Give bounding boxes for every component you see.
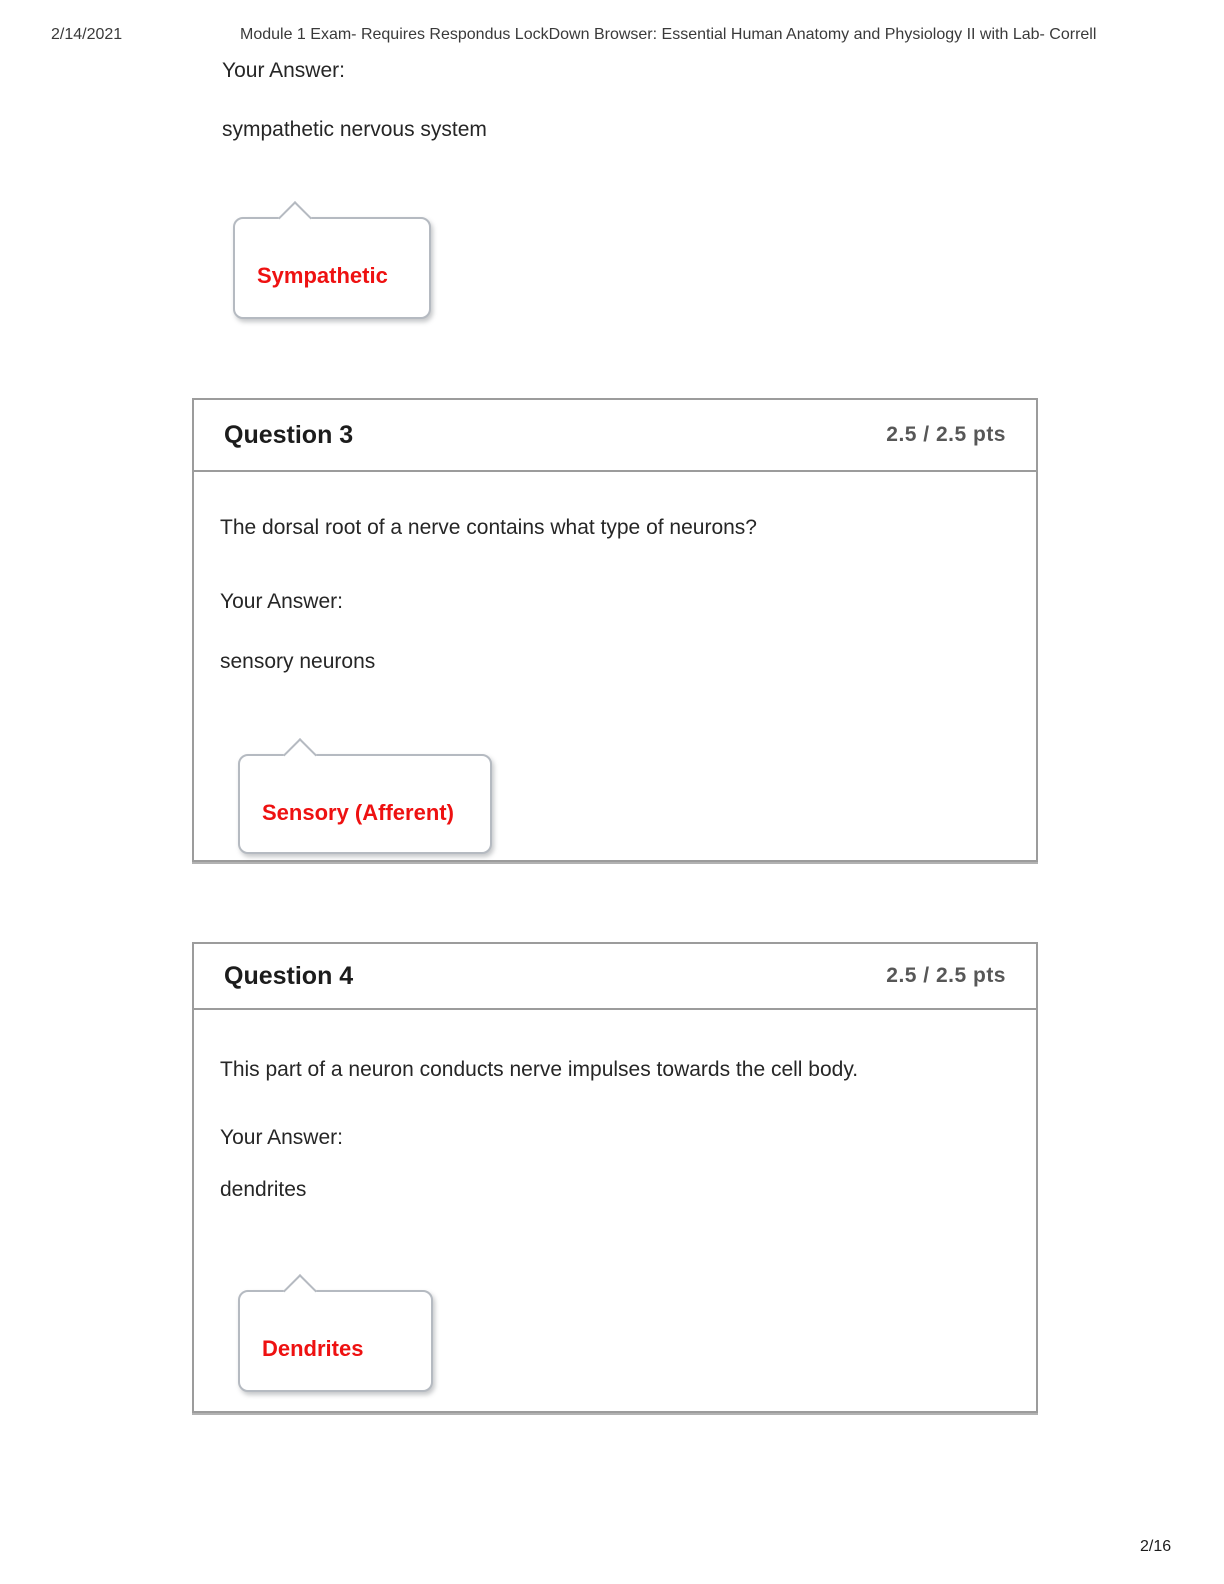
your-answer-label: Your Answer: <box>220 590 343 613</box>
correct-answer-bubble <box>233 217 431 319</box>
question-card <box>192 942 1038 1413</box>
question-points: 2.5 / 2.5 pts <box>886 964 1006 987</box>
correct-answer-label: Sensory (Afferent) <box>262 800 454 825</box>
question-card <box>192 398 1038 862</box>
correct-answer-bubble <box>238 1290 433 1392</box>
bubble-pointer-icon <box>283 738 317 772</box>
correct-answer-bubble <box>238 754 492 854</box>
page-number: 2/16 <box>1140 1538 1172 1555</box>
bubble-pointer-icon <box>283 1274 317 1308</box>
your-answer-label: Your Answer: <box>220 1126 343 1149</box>
student-answer-text: sympathetic nervous system <box>222 118 487 141</box>
bubble-pointer-icon <box>278 201 312 235</box>
student-answer-text: dendrites <box>220 1178 307 1201</box>
question-title: Question 4 <box>224 961 354 990</box>
question-points: 2.5 / 2.5 pts <box>886 423 1006 446</box>
correct-answer-label: Sympathetic <box>257 263 388 288</box>
student-answer-text: sensory neurons <box>220 650 376 673</box>
document-title: Module 1 Exam- Requires Respondus LockDown Browser: Essential Human Anatomy and Physiology II with Lab- Correll <box>240 26 1097 43</box>
print-date: 2/14/2021 <box>51 26 123 43</box>
question-title: Question 3 <box>224 420 354 449</box>
question-text: The dorsal root of a nerve contains what type of neurons? <box>220 516 757 539</box>
correct-answer-label: Dendrites <box>262 1336 364 1361</box>
question-header <box>194 944 1036 1010</box>
your-answer-label: Your Answer: <box>222 59 345 82</box>
question-header <box>194 400 1036 472</box>
question-text: This part of a neuron conducts nerve impulses towards the cell body. <box>220 1058 859 1081</box>
